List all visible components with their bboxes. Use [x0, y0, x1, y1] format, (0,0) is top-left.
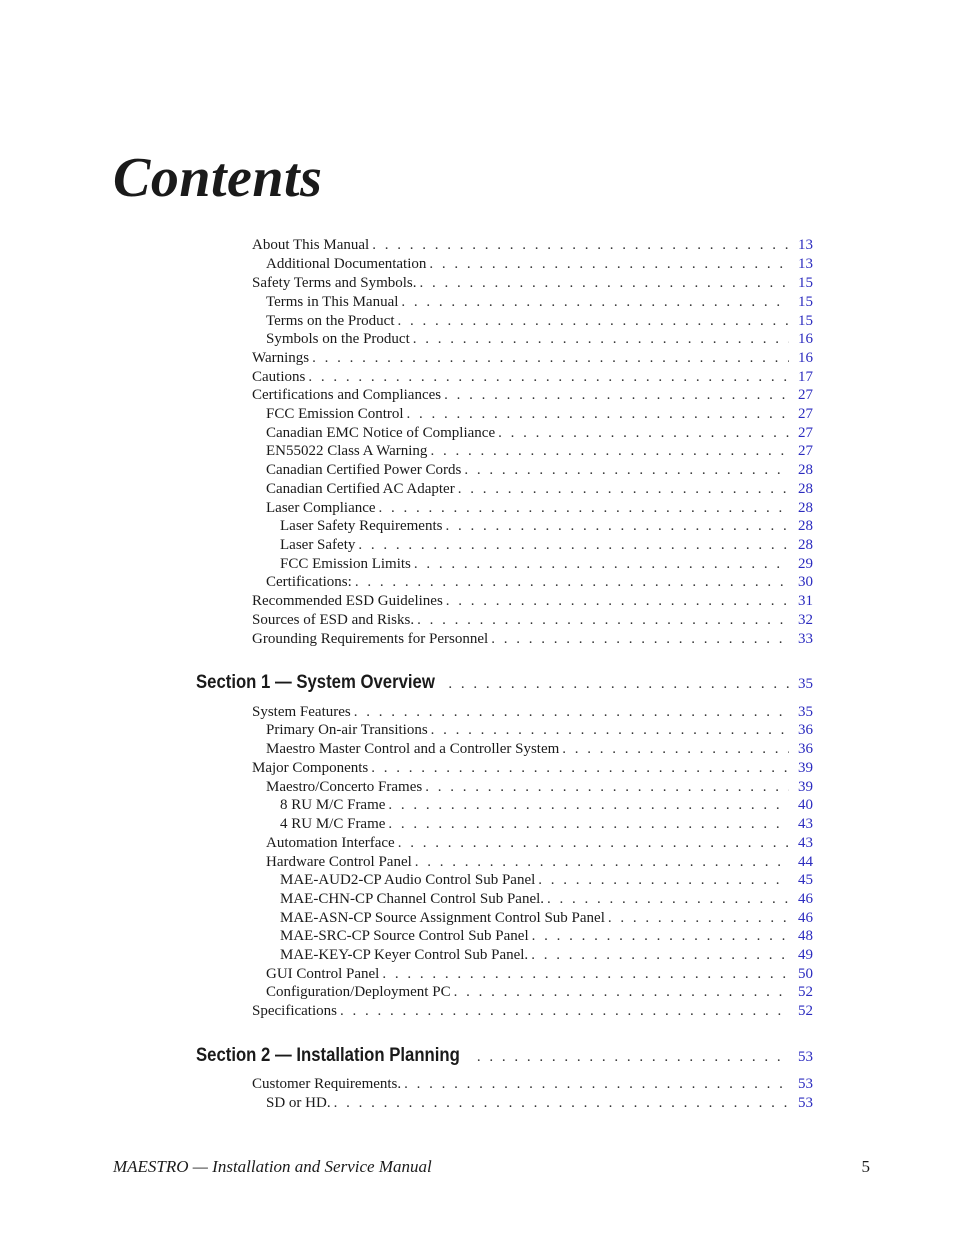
toc-entry[interactable] [280, 796, 813, 814]
toc-entry-title: SD or HD. [266, 1095, 331, 1111]
toc-entry[interactable] [266, 461, 813, 479]
toc-leader-dots [420, 274, 790, 292]
toc-leader-dots [407, 405, 789, 423]
toc-entry[interactable] [280, 871, 813, 889]
toc-entry-title: Canadian Certified Power Cords [266, 462, 462, 478]
toc-leader-dots [444, 386, 789, 404]
toc-entry[interactable] [266, 853, 813, 871]
toc-page-link[interactable]: 36 [798, 741, 813, 757]
toc-entry-title: Certifications: [266, 574, 352, 590]
toc-page-link[interactable]: 15 [798, 313, 813, 329]
toc-leader-dots [388, 815, 789, 833]
toc-page-link[interactable]: 33 [798, 631, 813, 647]
toc-entry[interactable] [280, 517, 813, 535]
toc-entry-title: Configuration/Deployment PC [266, 984, 451, 1000]
toc-entry[interactable] [266, 965, 813, 983]
toc-entry-title: 4 RU M/C Frame [280, 816, 386, 832]
toc-entry-title: Hardware Control Panel [266, 854, 412, 870]
toc-entry[interactable] [266, 293, 813, 311]
toc-entry[interactable] [280, 555, 813, 573]
toc-entry-title: Section 2 — Installation Planning [196, 1045, 460, 1066]
toc-leader-dots [562, 740, 789, 758]
toc-entry-title: Customer Requirements. [252, 1076, 402, 1092]
toc-entry[interactable] [280, 536, 813, 554]
toc-leader-dots [401, 293, 789, 311]
toc-entry-title: Maestro Master Control and a Controller System [266, 741, 560, 757]
toc-leader-dots [431, 721, 789, 739]
toc-leader-dots [464, 461, 789, 479]
toc-entry[interactable] [252, 759, 813, 777]
toc-page-link[interactable]: 52 [798, 1003, 813, 1019]
toc-leader-dots [429, 255, 789, 273]
toc-page-link[interactable]: 27 [798, 443, 813, 459]
toc-entry-title: Warnings [252, 350, 310, 366]
footer-page-number: 5 [861, 1157, 870, 1176]
toc-leader-dots [372, 236, 789, 254]
toc-leader-dots [308, 368, 789, 386]
toc-leader-dots [379, 499, 789, 517]
toc-entry-title: Laser Safety Requirements [280, 518, 443, 534]
toc-entry-title: Terms in This Manual [266, 294, 399, 310]
toc-entry-title: Major Components [252, 760, 369, 776]
toc-leader-dots [415, 853, 789, 871]
toc-page-link[interactable]: 45 [798, 872, 813, 888]
toc-leader-dots [477, 1048, 789, 1066]
toc-leader-dots [334, 1094, 789, 1112]
toc-entry[interactable] [280, 815, 813, 833]
toc-leader-dots [382, 965, 789, 983]
toc-section-heading[interactable] [196, 674, 813, 700]
toc-leader-dots [491, 630, 789, 648]
toc-page-link[interactable]: 46 [798, 910, 813, 926]
toc-leader-dots [547, 890, 789, 908]
toc-leader-dots [532, 927, 789, 945]
toc-page-link[interactable]: 27 [798, 387, 813, 403]
toc-entry-title: Section 1 — System Overview [196, 672, 435, 693]
toc-page-link[interactable]: 39 [798, 779, 813, 795]
toc-entry-title: Additional Documentation [266, 256, 427, 272]
toc-entry-title: About This Manual [252, 237, 370, 253]
toc-entry[interactable] [252, 274, 813, 292]
toc-entry-title: MAE-SRC-CP Source Control Sub Panel [280, 928, 529, 944]
toc-leader-dots [398, 834, 789, 852]
toc-page-link[interactable]: 36 [798, 722, 813, 738]
toc-section-heading[interactable] [196, 1047, 813, 1073]
toc-leader-dots [417, 611, 789, 629]
toc-entry-title: Cautions [252, 369, 306, 385]
toc-entry-title: Canadian Certified AC Adapter [266, 481, 455, 497]
toc-entry[interactable] [252, 1002, 813, 1020]
toc-leader-dots [531, 946, 789, 964]
toc-leader-dots [498, 424, 789, 442]
toc-entry[interactable] [280, 890, 813, 908]
toc-entry[interactable] [252, 236, 813, 254]
toc-leader-dots [454, 983, 789, 1001]
toc-leader-dots [355, 573, 789, 591]
toc-page-link[interactable]: 13 [798, 237, 813, 253]
toc-entry[interactable] [266, 721, 813, 739]
toc-page-link[interactable]: 27 [798, 406, 813, 422]
toc-entry[interactable] [266, 424, 813, 442]
toc-page-link[interactable]: 28 [798, 500, 813, 516]
toc-entry[interactable] [280, 927, 813, 945]
toc-page-link[interactable]: 28 [798, 481, 813, 497]
toc-entry-title: MAE-AUD2-CP Audio Control Sub Panel [280, 872, 536, 888]
toc-leader-dots [430, 442, 789, 460]
toc-entry[interactable] [266, 405, 813, 423]
toc-entry-title: System Features [252, 704, 351, 720]
toc-entry[interactable] [266, 740, 813, 758]
toc-leader-dots [414, 555, 789, 573]
toc-entry[interactable] [266, 834, 813, 852]
toc-page-link[interactable]: 17 [798, 369, 813, 385]
toc-page-link[interactable]: 40 [798, 797, 813, 813]
toc-leader-dots [446, 592, 789, 610]
toc-entry-title: Laser Compliance [266, 500, 376, 516]
toc-leader-dots [413, 330, 789, 348]
toc-page-link[interactable]: 13 [798, 256, 813, 272]
footer-manual-title: MAESTRO — Installation and Service Manual [113, 1157, 432, 1176]
toc-entry-title: Primary On-air Transitions [266, 722, 428, 738]
toc-page-link[interactable]: 28 [798, 518, 813, 534]
toc-entry-title: Canadian EMC Notice of Compliance [266, 425, 496, 441]
toc-entry[interactable] [266, 442, 813, 460]
toc-page-link[interactable]: 35 [798, 704, 813, 720]
toc-entry[interactable] [252, 611, 813, 629]
toc-page-link[interactable]: 32 [798, 612, 813, 628]
toc-page-link[interactable]: 52 [798, 984, 813, 1000]
toc-entry[interactable] [252, 386, 813, 404]
toc-leader-dots [448, 675, 789, 693]
toc-entry[interactable] [280, 909, 813, 927]
toc-entry[interactable] [252, 630, 813, 648]
toc-entry-title: Specifications [252, 1003, 337, 1019]
toc-page-link[interactable]: 43 [798, 816, 813, 832]
toc-entry-title: Laser Safety [280, 537, 356, 553]
toc-page-link[interactable]: 44 [798, 854, 813, 870]
toc-entry-title: 8 RU M/C Frame [280, 797, 386, 813]
toc-leader-dots [458, 480, 789, 498]
toc-leader-dots [608, 909, 789, 927]
toc-leader-dots [425, 778, 789, 796]
toc-leader-dots [445, 517, 789, 535]
toc-page-link[interactable]: 31 [798, 593, 813, 609]
toc-page-link[interactable]: 35 [798, 676, 813, 692]
toc-entry[interactable] [266, 255, 813, 273]
toc-entry-title: MAE-ASN-CP Source Assignment Control Sub Panel [280, 910, 605, 926]
toc-leader-dots [371, 759, 789, 777]
toc-page-link[interactable]: 53 [798, 1049, 813, 1065]
toc-leader-dots [404, 1075, 789, 1093]
toc-page-link[interactable]: 28 [798, 462, 813, 478]
toc-entry-title: Recommended ESD Guidelines [252, 593, 443, 609]
toc-page-link[interactable]: 53 [798, 1076, 813, 1092]
toc-page-link[interactable]: 29 [798, 556, 813, 572]
toc-entry-title: Sources of ESD and Risks. [252, 612, 415, 628]
toc-page-link[interactable]: 15 [798, 275, 813, 291]
toc-entry-title: Grounding Requirements for Personnel [252, 631, 489, 647]
toc-leader-dots [340, 1002, 789, 1020]
toc-page-link[interactable]: 50 [798, 966, 813, 982]
toc-leader-dots [398, 312, 789, 330]
toc-page-link[interactable]: 16 [798, 350, 813, 366]
toc-entry[interactable] [266, 983, 813, 1001]
toc-entry[interactable] [252, 368, 813, 386]
toc-page-link[interactable]: 28 [798, 537, 813, 553]
toc-entry[interactable] [266, 330, 813, 348]
toc-entry[interactable] [252, 703, 813, 721]
toc-entry[interactable] [266, 573, 813, 591]
toc-entry[interactable] [252, 1075, 813, 1093]
toc-entry[interactable] [266, 1094, 813, 1112]
page-footer [113, 1157, 870, 1177]
toc-page-link[interactable]: 53 [798, 1095, 813, 1111]
toc-entry-title: Automation Interface [266, 835, 395, 851]
toc-leader-dots [358, 536, 789, 554]
toc-entry-title: FCC Emission Control [266, 406, 404, 422]
toc-entry-title: Maestro/Concerto Frames [266, 779, 423, 795]
toc-entry[interactable] [252, 349, 813, 367]
toc-entry-title: FCC Emission Limits [280, 556, 411, 572]
toc-entry[interactable] [266, 778, 813, 796]
toc-page-link[interactable]: 46 [798, 891, 813, 907]
toc-entry-title: Certifications and Compliances [252, 387, 442, 403]
toc-page-link[interactable]: 49 [798, 947, 813, 963]
toc-entry-title: Terms on the Product [266, 313, 395, 329]
toc-entry-title: MAE-KEY-CP Keyer Control Sub Panel. [280, 947, 529, 963]
toc-leader-dots [538, 871, 789, 889]
toc-page-link[interactable]: 39 [798, 760, 813, 776]
toc-leader-dots [312, 349, 789, 367]
toc-entry[interactable] [252, 592, 813, 610]
toc-entry-title: EN55022 Class A Warning [266, 443, 428, 459]
toc-entry-title: Safety Terms and Symbols. [252, 275, 417, 291]
toc-entry[interactable] [266, 480, 813, 498]
toc-entry-title: GUI Control Panel [266, 966, 380, 982]
toc-entry-title: Symbols on the Product [266, 331, 410, 347]
toc-leader-dots [388, 796, 789, 814]
toc-page-link[interactable]: 15 [798, 294, 813, 310]
toc-leader-dots [354, 703, 789, 721]
toc-page-link[interactable]: 43 [798, 835, 813, 851]
toc-page-link[interactable]: 27 [798, 425, 813, 441]
toc-page-link[interactable]: 16 [798, 331, 813, 347]
toc-entry[interactable] [266, 499, 813, 517]
toc-entry[interactable] [280, 946, 813, 964]
toc-entry-title: MAE-CHN-CP Channel Control Sub Panel. [280, 891, 545, 907]
toc-page-link[interactable]: 48 [798, 928, 813, 944]
toc-page-link[interactable]: 30 [798, 574, 813, 590]
page-title: Contents [113, 147, 323, 209]
toc-entry[interactable] [266, 312, 813, 330]
